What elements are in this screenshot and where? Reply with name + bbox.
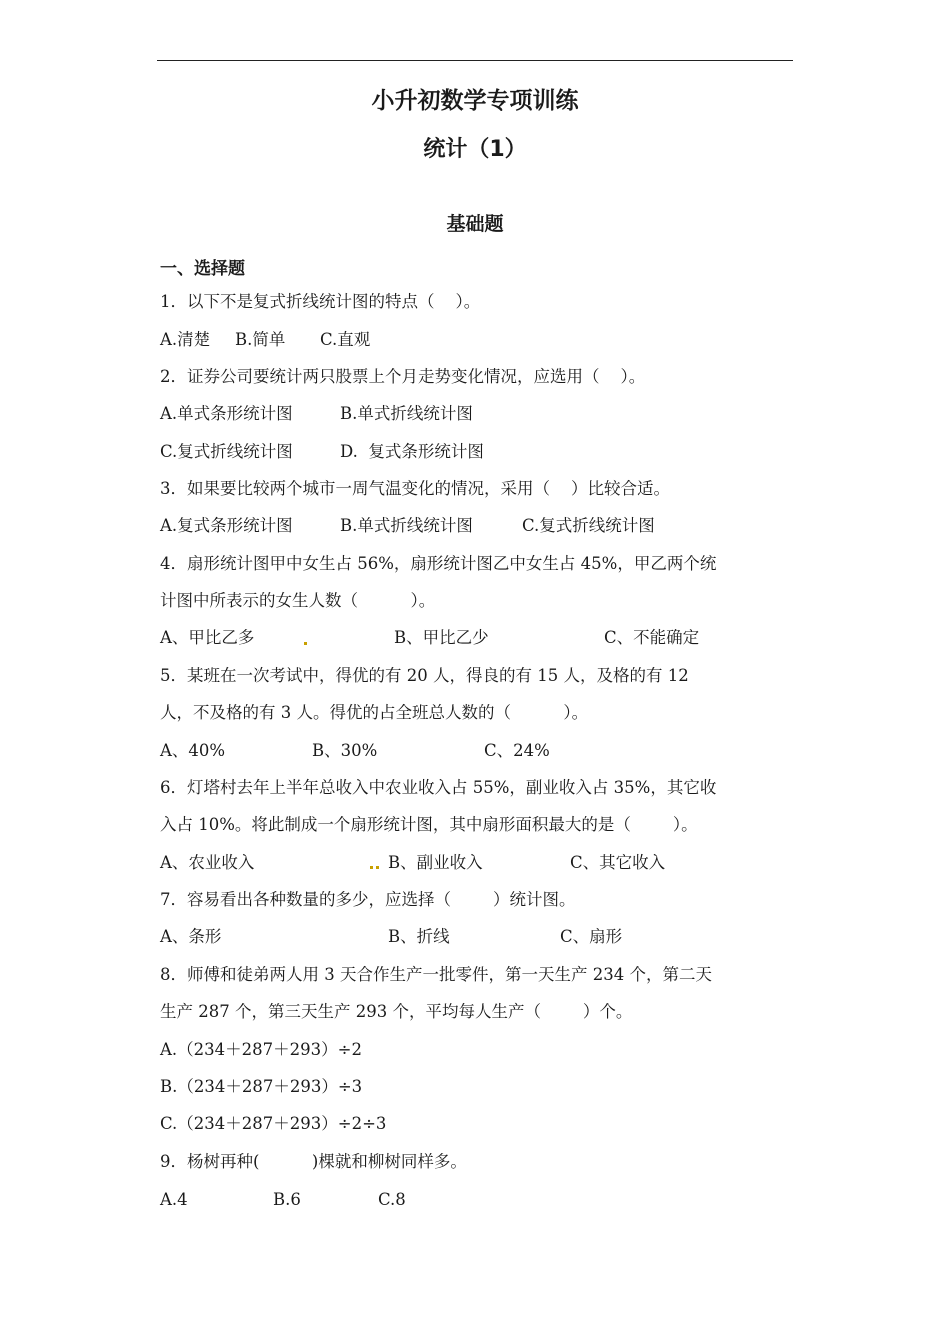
question-9-option-c: C.8 <box>378 1190 406 1209</box>
question-9-option-b: B.6 <box>273 1190 301 1209</box>
question-3-text: 3．如果要比较两个城市一周气温变化的情况，采用（ ）比较合适。 <box>160 479 670 498</box>
document-subtitle: 统计（1） <box>423 137 527 162</box>
question-2-option-d: D. 复式条形统计图 <box>340 442 484 461</box>
question-8-text-line-1: 8．师傅和徒弟两人用 3 天合作生产一批零件，第一天生产 234 个，第二天 <box>160 965 712 984</box>
question-4-text-line-2: 计图中所表示的女生人数（ ）。 <box>160 591 436 610</box>
question-1-option-c: C.直观 <box>320 330 371 349</box>
question-8-option-b: B.（234＋287＋293）÷3 <box>160 1077 363 1096</box>
question-5-option-b: B、30% <box>312 741 378 760</box>
question-5-option-c: C、24% <box>484 741 550 760</box>
question-8-option-a: A.（234＋287＋293）÷2 <box>160 1040 362 1059</box>
question-4-text-line-1: 4．扇形统计图甲中女生占 56%，扇形统计图乙中女生占 45%，甲乙两个统 <box>160 554 717 573</box>
question-4-option-b: B、甲比乙少 <box>394 628 489 647</box>
question-1-option-a: A.清楚 <box>160 330 211 349</box>
document-title: 小升初数学专项训练 <box>371 88 579 114</box>
question-5-option-a: A、40% <box>160 741 226 760</box>
question-7-text: 7．容易看出各种数量的多少，应选择（ ）统计图。 <box>160 890 576 909</box>
question-6-text-line-1: 6．灯塔村去年上半年总收入中农业收入占 55%，副业收入占 35%，其它收 <box>160 778 717 797</box>
question-3-option-a: A.复式条形统计图 <box>160 516 293 535</box>
question-6-option-b: B、副业收入 <box>388 853 483 872</box>
question-8-text-line-2: 生产 287 个，第三天生产 293 个，平均每人生产（ ）个。 <box>160 1002 633 1021</box>
question-9-text: 9．杨树再种( )棵就和柳树同样多。 <box>160 1152 467 1171</box>
stray-mark <box>376 866 379 869</box>
question-1-text: 1．以下不是复式折线统计图的特点（ ）。 <box>160 292 481 311</box>
question-7-option-a: A、条形 <box>160 927 222 946</box>
question-1-option-b: B.简单 <box>235 330 286 349</box>
question-2-text: 2．证券公司要统计两只股票上个月走势变化情况，应选用（ ）。 <box>160 367 646 386</box>
stray-mark <box>304 642 307 645</box>
question-4-option-a: A、甲比乙多 <box>160 628 255 647</box>
question-5-text-line-2: 人，不及格的有 3 人。得优的占全班总人数的（ ）。 <box>160 703 589 722</box>
question-3-option-c: C.复式折线统计图 <box>522 516 655 535</box>
question-4-option-c: C、不能确定 <box>604 628 700 647</box>
question-7-option-c: C、扇形 <box>560 927 623 946</box>
question-7-option-b: B、折线 <box>388 927 450 946</box>
stray-mark <box>370 866 373 869</box>
question-6-option-c: C、其它收入 <box>570 853 666 872</box>
question-2-option-a: A.单式条形统计图 <box>160 404 293 423</box>
question-2-option-c: C.复式折线统计图 <box>160 442 293 461</box>
question-3-option-b: B.单式折线统计图 <box>340 516 473 535</box>
question-6-option-a: A、农业收入 <box>160 853 255 872</box>
question-5-text-line-1: 5．某班在一次考试中，得优的有 20 人，得良的有 15 人，及格的有 12 <box>160 666 689 685</box>
question-9-option-a: A.4 <box>160 1190 188 1209</box>
level-heading: 基础题 <box>446 213 504 235</box>
section-heading: 一、选择题 <box>160 259 245 279</box>
top-rule <box>157 60 793 61</box>
question-2-option-b: B.单式折线统计图 <box>340 404 473 423</box>
question-6-text-line-2: 入占 10%。将此制成一个扇形统计图，其中扇形面积最大的是（ ）。 <box>160 815 698 834</box>
question-8-option-c: C.（234＋287＋293）÷2÷3 <box>160 1114 387 1133</box>
